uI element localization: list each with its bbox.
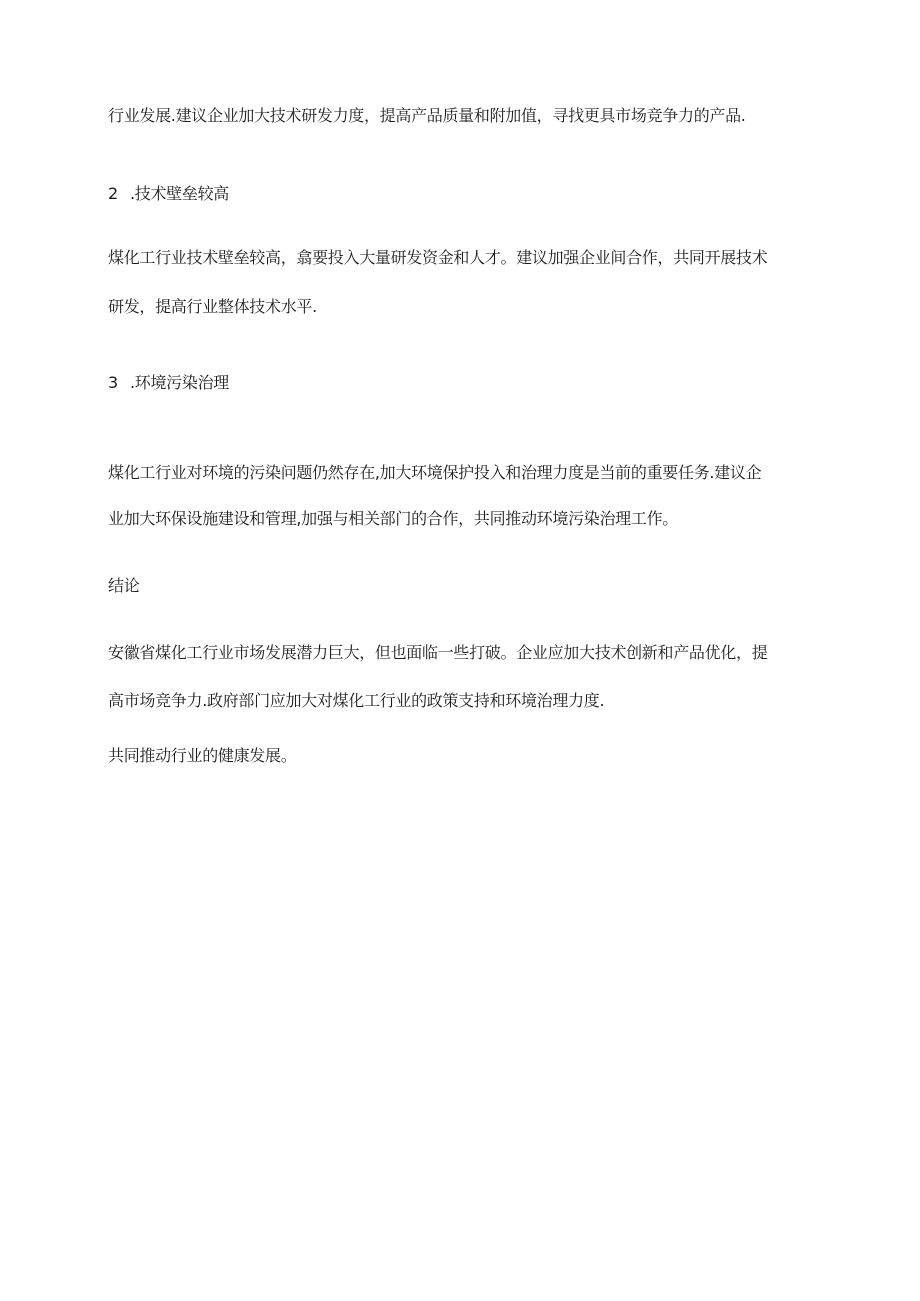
conclusion-body-line-1: 安徽省煤化工行业市场发展潜力巨大，但也面临一些打破。企业应加大技术创新和产品优化，提 (108, 643, 768, 662)
conclusion-body-line-3: 共同推动行业的健康发展。 (108, 746, 297, 765)
section-2-heading (108, 184, 828, 204)
section-3-number: 3 (108, 373, 118, 392)
section-3-title: .环境污染治理 (130, 373, 229, 392)
intro-paragraph-tail: 行业发展.建议企业加大技术研发力度，提高产品质量和附加值，寻找更具市场竞争力的产品. (108, 106, 746, 125)
conclusion-body-line-2: 高市场竞争力.政府部门应加大对煤化工行业的政策支持和环境治理力度. (108, 691, 605, 710)
section-3-body-line-2: 业加大环保设施建设和管理,加强与相关部门的合作，共同推动环境污染治理工作。 (108, 509, 678, 528)
section-2-body-line-2: 研发，提高行业整体技术水平. (108, 297, 317, 316)
section-2-body-line-1: 煤化工行业技术壁垒较高，翕要投入大量研发资金和人才。建议加强企业间合作，共同开展技术 (108, 248, 768, 267)
section-2-title: .技术壁垒较高 (130, 184, 229, 203)
conclusion-heading: 结论 (108, 576, 140, 595)
section-3-heading (108, 373, 828, 393)
section-2-number: 2 (108, 184, 118, 203)
section-3-body-line-1: 煤化工行业对环境的污染问题仍然存在,加大环境保护投入和治理力度是当前的重要任务.建议企 (108, 463, 762, 482)
